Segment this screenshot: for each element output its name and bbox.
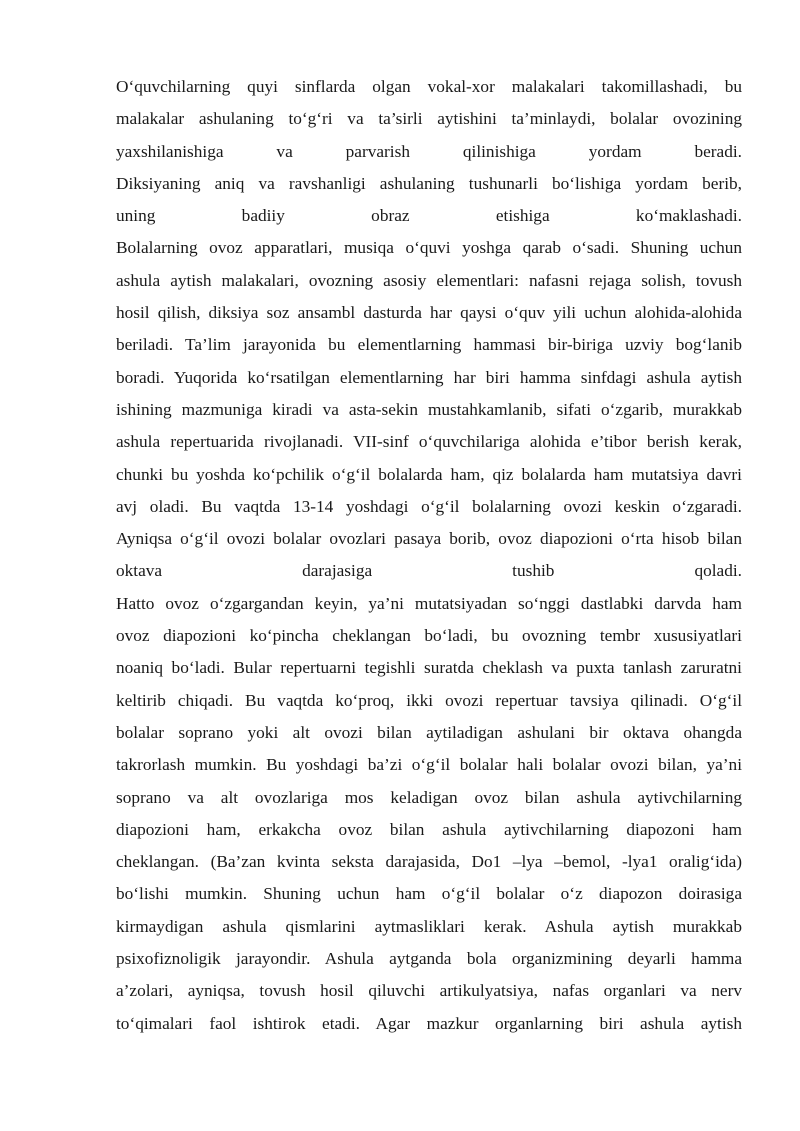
text-line: soprano va alt ovozlariga mos keladigan ovoz bilan ashula aytivchilarning: [116, 787, 742, 807]
text-line: Bolalarning ovoz apparatlari, musiqa o‘quvi yoshga qarab o‘sadi. Shuning uchun: [116, 238, 742, 258]
text-line: bo‘lishi mumkin. Shuning uchun ham o‘g‘il bolalar o‘z diapozon doirasiga: [116, 884, 742, 904]
text-line: bolalar soprano yoki alt ovozi bilan aytiladigan ashulani bir oktava ohangda: [116, 722, 742, 742]
text-line: Diksiyaning aniq va ravshanligi ashulaning tushunarli bo‘lishiga yordam berib,: [116, 173, 742, 193]
text-line: kirmaydigan ashula qismlarini aytmasliklari kerak. Ashula aytish murakkab: [116, 916, 742, 936]
text-line: O‘quvchilarning quyi sinflarda olgan vokal-xor malakalari takomillashadi, bu: [116, 77, 742, 96]
text-line: Hatto ovoz o‘zgargandan keyin, ya’ni mutatsiyadan so‘nggi dastlabki darvda ham: [116, 593, 742, 613]
text-line: ashula aytish malakalari, ovozning asosiy elementlari: nafasni rejaga solish, tovush: [116, 270, 742, 290]
text-line: keltirib chiqadi. Bu vaqtda ko‘proq, ikki ovozi repertuar tavsiya qilinadi. O‘g‘il: [116, 690, 742, 710]
text-line: uning badiiy obraz etishiga ko‘maklashadi.: [116, 206, 742, 226]
text-line: a’zolari, ayniqsa, tovush hosil qiluvchi artikulyatsiya, nafas organlari va nerv: [116, 981, 742, 1001]
text-line: cheklangan. (Ba’zan kvinta seksta darajasida, Do1 –lya –bemol, -lya1 oralig‘ida): [116, 852, 742, 872]
text-line: diapozioni ham, erkakcha ovoz bilan ashula aytivchilarning diapozoni ham: [116, 819, 742, 839]
text-line: takrorlash mumkin. Bu yoshdagi ba’zi o‘g‘il bolalar hali bolalar ovozi bilan, ya’ni: [116, 755, 742, 775]
text-line: yaxshilanishiga va parvarish qilinishiga yordam beradi.: [116, 141, 742, 161]
text-line: ishining mazmuniga kiradi va asta-sekin mustahkamlanib, sifati o‘zgarib, murakkab: [116, 399, 742, 419]
text-line: oktava darajasiga tushib qoladi.: [116, 561, 742, 581]
text-line: avj oladi. Bu vaqtda 13-14 yoshdagi o‘g‘il bolalarning ovozi keskin o‘zgaradi.: [116, 496, 742, 516]
text-line: Ayniqsa o‘g‘il ovozi bolalar ovozlari pasaya borib, ovoz diapozioni o‘rta hisob bilan: [116, 529, 742, 549]
text-line: noaniq bo‘ladi. Bular repertuarni tegishli suratda cheklash va puxta tanlash zaruratni: [116, 658, 742, 678]
text-line: hosil qilish, diksiya soz ansambl dasturda har qaysi o‘quv yili uchun alohida-alohida: [116, 303, 742, 323]
text-line: boradi. Yuqorida ko‘rsatilgan elementlarning har biri hamma sinfdagi ashula aytish: [116, 367, 742, 387]
text-line: ovoz diapozioni ko‘pincha cheklangan bo‘ladi, bu ovozning tembr xususiyatlari: [116, 626, 742, 646]
text-line: malakalar ashulaning to‘g‘ri va ta’sirli aytishini ta’minlaydi, bolalar ovozining: [116, 109, 742, 129]
text-line: psixofiznoligik jarayondir. Ashula aytganda bola organizmining deyarli hamma: [116, 949, 742, 969]
text-line: chunki bu yoshda ko‘pchilik o‘g‘il bolalarda ham, qiz bolalarda ham mutatsiya davri: [116, 464, 742, 484]
text-line: beriladi. Ta’lim jarayonida bu elementlarning hammasi bir-biriga uzviy bog‘lanib: [116, 335, 742, 355]
text-line: ashula repertuarida rivojlanadi. VII-sinf o‘quvchilariga alohida e’tibor berish kerak,: [116, 432, 742, 452]
text-line: to‘qimalari faol ishtirok etadi. Agar mazkur organlarning biri ashula aytish: [116, 1013, 742, 1033]
body-text: [116, 71, 742, 1040]
